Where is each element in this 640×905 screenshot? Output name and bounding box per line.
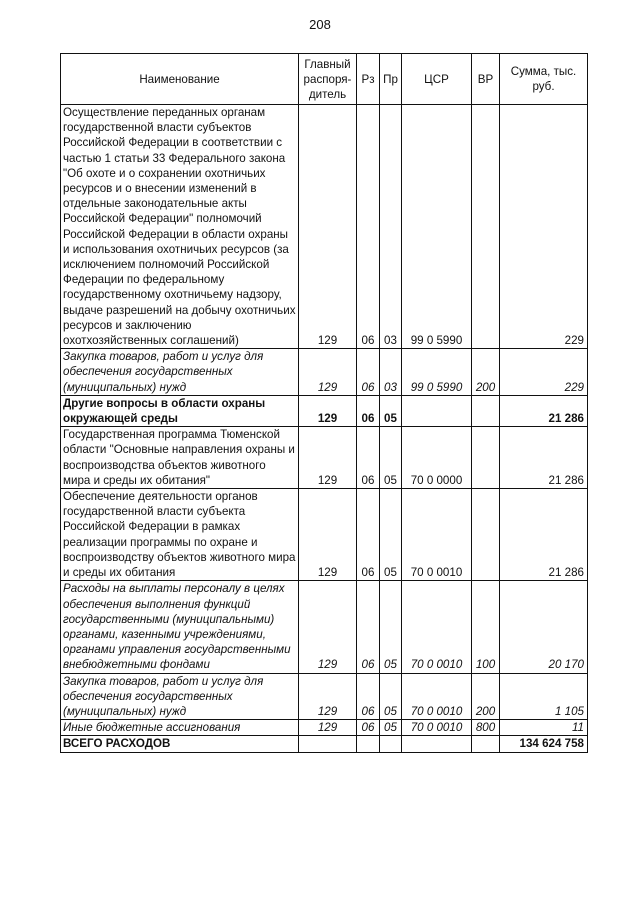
total-row: [61, 736, 588, 752]
cell-pr: 05: [380, 720, 402, 736]
cell-rz: 06: [357, 581, 380, 673]
cell-name: Осуществление переданных органам государственной власти субъектов Российской Федерации в соответствии с частью 1 статьи 33 Федерального закона "Об охоте и о сохранении охотничьих ресурсов и о внесении изменений в отдельные законодательные акты Российской Федерации" полномочий Российской Федерации в области охраны и использования охотничьих ресурсов (за исключением полномочий Российской Федерации по федеральному государственному охотничьему надзору, выдаче разрешений на добычу охотничьих ресурсов и заключению охотхозяйственных соглашений): [61, 105, 299, 349]
cell-csr: 70 0 0000: [402, 427, 472, 489]
cell-admin: [299, 736, 357, 752]
cell-rz: 06: [357, 105, 380, 349]
table-row: [61, 581, 588, 673]
cell-admin: 129: [299, 105, 357, 349]
cell-vr: 800: [472, 720, 500, 736]
page-number: 208: [309, 17, 331, 32]
cell-admin: 129: [299, 581, 357, 673]
header-admin: Главный распоря-дитель: [299, 54, 357, 105]
cell-csr: 99 0 5990: [402, 105, 472, 349]
cell-csr: [402, 736, 472, 752]
cell-name: Обеспечение деятельности органов государственной власти субъекта Российской Федерации в рамках реализации программы по охране и воспроизводству объектов животного мира и среды их обитания: [61, 489, 299, 581]
cell-vr: 100: [472, 581, 500, 673]
cell-vr: [472, 105, 500, 349]
cell-sum: 11: [500, 720, 588, 736]
table-row: [61, 673, 588, 720]
cell-csr: 70 0 0010: [402, 581, 472, 673]
cell-rz: 06: [357, 489, 380, 581]
cell-vr: 200: [472, 673, 500, 720]
cell-rz: 06: [357, 720, 380, 736]
table-row: [61, 720, 588, 736]
cell-name: Иные бюджетные ассигнования: [61, 720, 299, 736]
cell-pr: 03: [380, 105, 402, 349]
cell-csr: [402, 395, 472, 426]
cell-sum: 21 286: [500, 489, 588, 581]
cell-pr: 05: [380, 489, 402, 581]
cell-pr: 05: [380, 581, 402, 673]
cell-rz: 06: [357, 427, 380, 489]
cell-admin: 129: [299, 349, 357, 396]
cell-pr: [380, 736, 402, 752]
cell-csr: 99 0 5990: [402, 349, 472, 396]
cell-admin: 129: [299, 395, 357, 426]
table-row: [61, 395, 588, 426]
header-pr: Пр: [380, 54, 402, 105]
table-header-row: [61, 54, 588, 105]
table-row: [61, 349, 588, 396]
cell-pr: 05: [380, 395, 402, 426]
cell-rz: 06: [357, 673, 380, 720]
cell-pr: 05: [380, 673, 402, 720]
cell-sum: 229: [500, 349, 588, 396]
cell-sum: 20 170: [500, 581, 588, 673]
cell-rz: 06: [357, 349, 380, 396]
cell-csr: 70 0 0010: [402, 720, 472, 736]
cell-name: Государственная программа Тюменской области "Основные направления охраны и воспроизводства объектов животного мира и среды их обитания": [61, 427, 299, 489]
cell-sum: 1 105: [500, 673, 588, 720]
cell-vr: [472, 427, 500, 489]
cell-vr: [472, 736, 500, 752]
cell-pr: 05: [380, 427, 402, 489]
header-sum: Сумма, тыс. руб.: [500, 54, 588, 105]
cell-sum: 21 286: [500, 395, 588, 426]
cell-name: ВСЕГО РАСХОДОВ: [61, 736, 299, 752]
cell-admin: 129: [299, 673, 357, 720]
cell-name: Закупка товаров, работ и услуг для обеспечения государственных (муниципальных) нужд: [61, 673, 299, 720]
cell-admin: 129: [299, 489, 357, 581]
header-rz: Рз: [357, 54, 380, 105]
header-name: Наименование: [61, 54, 299, 105]
cell-rz: [357, 736, 380, 752]
cell-name: Закупка товаров, работ и услуг для обеспечения государственных (муниципальных) нужд: [61, 349, 299, 396]
table-body: [61, 105, 588, 753]
header-vr: ВР: [472, 54, 500, 105]
cell-name: Другие вопросы в области охраны окружающей среды: [61, 395, 299, 426]
cell-name: Расходы на выплаты персоналу в целях обеспечения выполнения функций государственными (муниципальными) органами, казенными учреждениями, органами управления государственными внебюджетными фондами: [61, 581, 299, 673]
cell-vr: [472, 395, 500, 426]
cell-admin: 129: [299, 427, 357, 489]
cell-admin: 129: [299, 720, 357, 736]
cell-csr: 70 0 0010: [402, 489, 472, 581]
cell-sum: 21 286: [500, 427, 588, 489]
cell-csr: 70 0 0010: [402, 673, 472, 720]
header-csr: ЦСР: [402, 54, 472, 105]
cell-vr: [472, 489, 500, 581]
cell-rz: 06: [357, 395, 380, 426]
cell-sum: 229: [500, 105, 588, 349]
table-row: [61, 489, 588, 581]
cell-pr: 03: [380, 349, 402, 396]
table-row: [61, 105, 588, 349]
budget-table: [60, 53, 588, 753]
cell-vr: 200: [472, 349, 500, 396]
table-row: [61, 427, 588, 489]
cell-sum: 134 624 758: [500, 736, 588, 752]
